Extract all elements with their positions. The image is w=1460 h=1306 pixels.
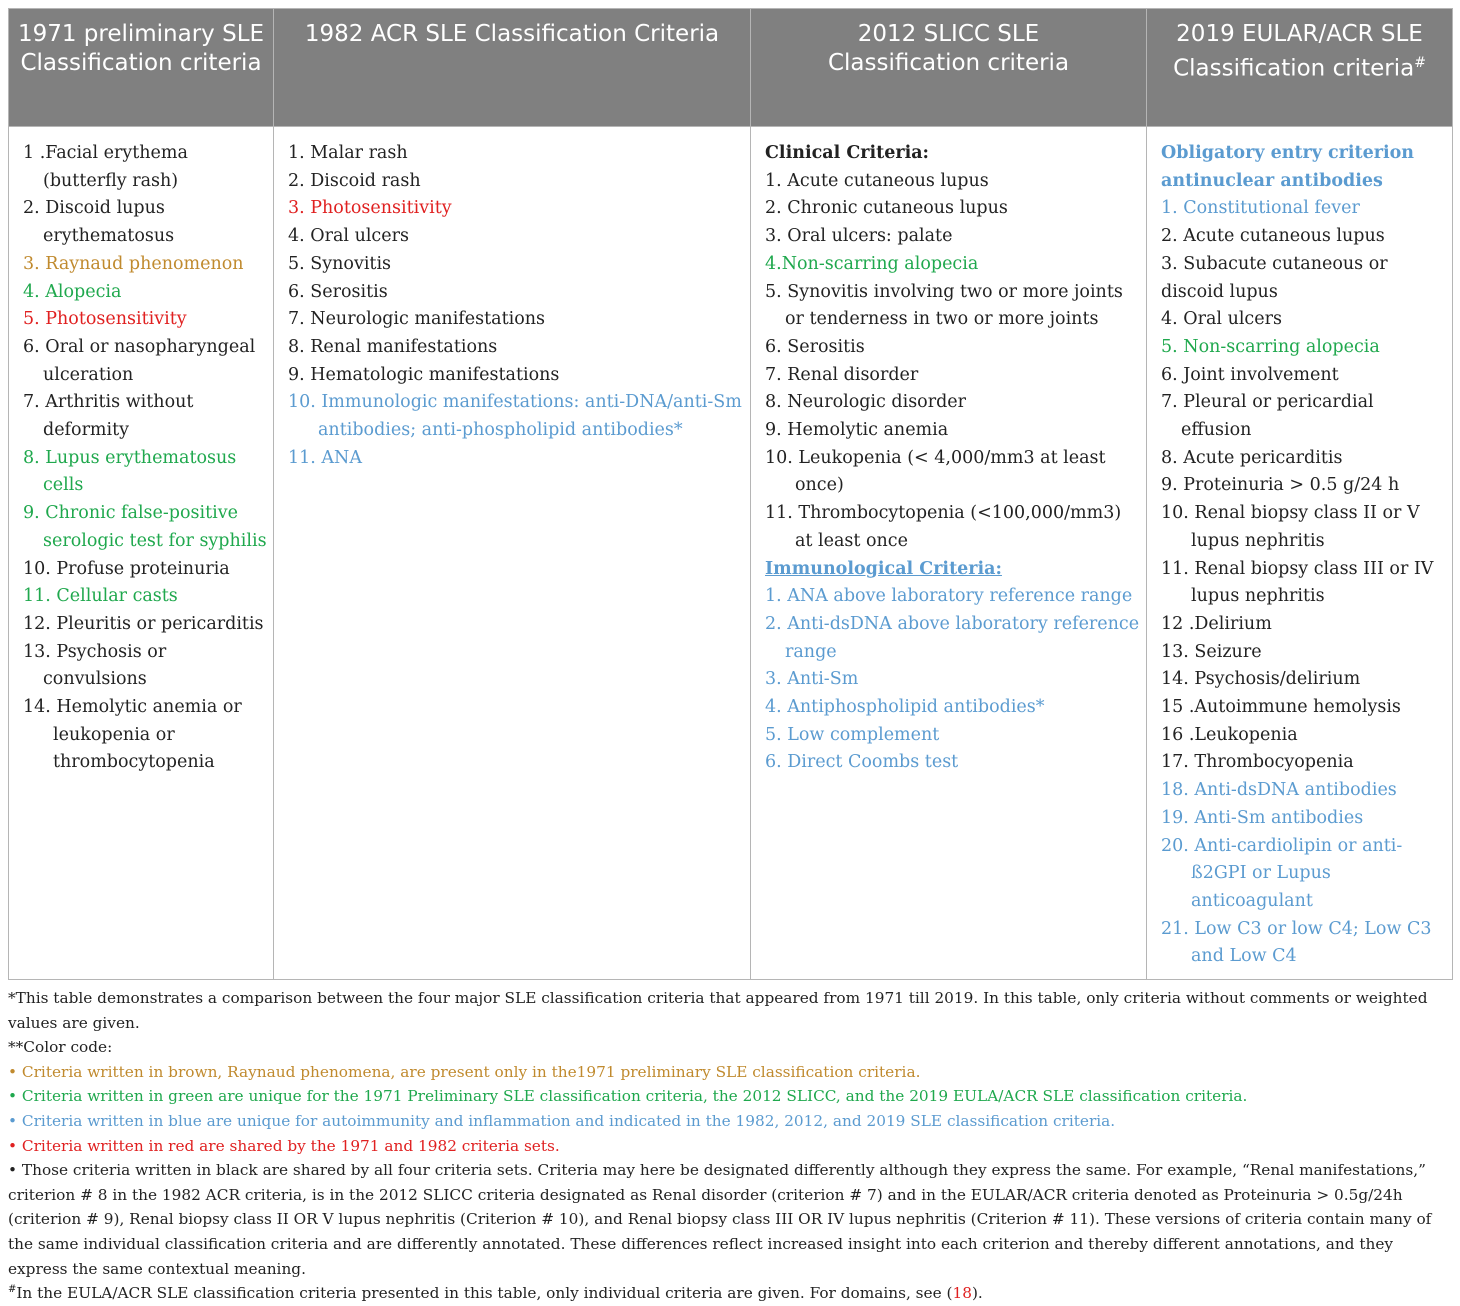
- bullet: •: [8, 1087, 18, 1106]
- header-footnote-mark: #: [1414, 55, 1426, 71]
- criterion-item: 17. Thrombocyopenia: [1161, 752, 1354, 773]
- color-note-green: [8, 1084, 1452, 1109]
- criterion-item: 2. Acute cutaneous lupus: [1161, 226, 1385, 247]
- criterion-item: 8. Lupus erythematosus cells: [23, 447, 237, 496]
- criterion-item: 2. Anti-dsDNA above laboratory reference range: [765, 613, 1140, 662]
- color-note-blue: [8, 1109, 1452, 1134]
- criterion-item: 4.Non-scarring alopecia: [765, 253, 979, 274]
- header-row: [9, 9, 1453, 127]
- header-2019: 2019 EULAR/ACR SLE Classification criteria#: [1147, 9, 1453, 127]
- bullet: •: [8, 1062, 18, 1081]
- criteria-heading: Clinical Criteria:: [765, 143, 930, 163]
- color-note-text: Those criteria written in black are shared by all four criteria sets. Criteria may here be designated differently although they express the same. For example, “Renal manifestations,” criterion # 8 in the 1982 ACR criteria, is in the 2012 SLICC criteria designated as Renal disorder (criterion # 7) and in the EULAR/ACR criteria denoted as Proteinuria > 0.5g/24h (criterion # 9), Renal biopsy class II OR V lupus nephritis (Criterion # 10), and Renal biopsy class III OR IV lupus nephritis (Criterion # 11). These versions of criteria contain many of the same individual classification criteria and are differently annotated. These differences reflect increased insight into each criterion and thereby different annotations, and they express the same contextual meaning.: [8, 1161, 1432, 1278]
- column-1982: [274, 127, 751, 980]
- criterion-item: 5. Low complement: [765, 724, 940, 745]
- criterion-item: 9. Proteinuria > 0.5 g/24 h: [1161, 475, 1400, 496]
- criterion-item: 4. Alopecia: [23, 281, 122, 302]
- bullet: •: [8, 1136, 18, 1155]
- color-note-red: [8, 1134, 1452, 1159]
- criterion-item: 12 .Delirium: [1161, 613, 1272, 634]
- criterion-item: 10. Leukopenia (< 4,000/mm3 at least once): [765, 447, 1106, 496]
- criterion-item: 4. Antiphospholipid antibodies*: [765, 697, 1045, 718]
- criterion-item: 8. Acute pericarditis: [1161, 447, 1343, 468]
- criterion-item: 6. Serositis: [765, 336, 865, 357]
- criterion-item: 19. Anti-Sm antibodies: [1161, 807, 1364, 828]
- document-page: [8, 8, 1452, 1306]
- criterion-item: 11. Renal biopsy class III or IV lupus nephritis: [1161, 558, 1434, 607]
- criteria-heading: Immunological Criteria:: [765, 558, 1002, 579]
- criterion-item: 2. Discoid rash: [288, 170, 421, 191]
- criterion-item: 5. Non-scarring alopecia: [1161, 336, 1380, 357]
- color-note-text: Criteria written in green are unique for the 1971 Preliminary SLE classification criteria, the 2012 SLICC, and the 2019 EULA/ACR SLE classification criteria.: [21, 1087, 1248, 1106]
- criterion-item: 6. Direct Coombs test: [765, 752, 959, 773]
- bullet: •: [8, 1161, 18, 1180]
- note-color-code-label: **Color code:: [8, 1038, 113, 1057]
- table-notes: [8, 986, 1452, 1306]
- criterion-item: 2. Discoid lupus erythematosus: [23, 198, 175, 247]
- header-1971: 1971 preliminary SLE Classification criteria: [9, 9, 274, 127]
- column-2019: [1147, 127, 1453, 980]
- color-note-black: [8, 1158, 1452, 1281]
- criterion-item: 8. Renal manifestations: [288, 336, 498, 357]
- criterion-item: 1. ANA above laboratory reference range: [765, 586, 1133, 607]
- criterion-item: 4. Oral ulcers: [288, 226, 409, 247]
- criterion-item: 1. Acute cutaneous lupus: [765, 170, 989, 191]
- criterion-item: 3. Oral ulcers: palate: [765, 226, 953, 247]
- criterion-item: 3. Subacute cutaneous or discoid lupus: [1161, 253, 1388, 302]
- criterion-item: 7. Neurologic manifestations: [288, 309, 545, 330]
- reference-link-18[interactable]: 18: [952, 1284, 972, 1303]
- criterion-item: 20. Anti-cardiolipin or anti-ß2GPI or Lupus anticoagulant: [1161, 835, 1403, 911]
- criterion-item: 10. Renal biopsy class II or V lupus nephritis: [1161, 503, 1420, 551]
- criteria-table: [8, 8, 1453, 980]
- criterion-item: 21. Low C3 or low C4; Low C3 and Low C4: [1161, 918, 1432, 967]
- criterion-item: 13. Psychosis or convulsions: [23, 641, 167, 690]
- color-note-text: Criteria written in blue are unique for autoimmunity and inflammation and indicated in the 1982, 2012, and 2019 SLE classification criteria.: [21, 1112, 1116, 1131]
- criterion-item: 7. Renal disorder: [765, 364, 919, 385]
- criteria-heading: Obligatory entry criterion antinuclear antibodies: [1161, 143, 1415, 191]
- criterion-item: 11. ANA: [288, 447, 362, 468]
- criterion-item: 11. Thrombocytopenia (<100,000/mm3) at least once: [765, 503, 1122, 551]
- header-2012: 2012 SLICC SLE Classification criteria: [751, 9, 1147, 127]
- criterion-item: 10. Profuse proteinuria: [23, 558, 230, 579]
- criterion-item: 9. Chronic false-positive serologic test for syphilis: [23, 503, 267, 551]
- criterion-item: 14. Hemolytic anemia or leukopenia or thrombocytopenia: [23, 697, 242, 773]
- criterion-item: 5. Synovitis involving two or more joints or tenderness in two or more joints: [765, 281, 1123, 330]
- color-note-text: Criteria written in brown, Raynaud phenomena, are present only in the1971 preliminary SLE classification criteria.: [21, 1062, 921, 1081]
- criterion-item: 9. Hemolytic anemia: [765, 420, 949, 441]
- footnote-text: In the EULA/ACR SLE classification criteria presented in this table, only individual criteria are given. For domains, see (: [16, 1284, 953, 1303]
- bullet: •: [8, 1112, 18, 1131]
- criterion-item: 3. Photosensitivity: [288, 198, 452, 219]
- criterion-item: 9. Hematologic manifestations: [288, 364, 560, 385]
- criterion-item: 7. Arthritis without deformity: [23, 392, 194, 441]
- criterion-item: 1 .Facial erythema (butterfly rash): [23, 143, 188, 191]
- column-1971: [9, 127, 274, 980]
- criterion-item: 7. Pleural or pericardial effusion: [1161, 392, 1374, 441]
- criterion-item: 6. Serositis: [288, 281, 388, 302]
- note-footnote: [8, 1281, 1452, 1306]
- criterion-item: 16 .Leukopenia: [1161, 724, 1298, 745]
- criterion-item: 8. Neurologic disorder: [765, 392, 967, 413]
- footnote-end: ).: [971, 1284, 983, 1303]
- criterion-item: 1. Constitutional fever: [1161, 198, 1360, 219]
- note-intro: *This table demonstrates a comparison between the four major SLE classification criteria that appeared from 1971 till 2019. In this table, only criteria without comments or weighted values are given.: [8, 989, 1428, 1032]
- criterion-item: 11. Cellular casts: [23, 586, 178, 607]
- criterion-item: 12. Pleuritis or pericarditis: [23, 613, 264, 634]
- criterion-item: 1. Malar rash: [288, 143, 408, 163]
- column-2012: [751, 127, 1147, 980]
- criteria-row: [9, 127, 1453, 980]
- criterion-item: 13. Seizure: [1161, 641, 1262, 662]
- criterion-item: 2. Chronic cutaneous lupus: [765, 198, 1008, 219]
- criterion-item: 5. Photosensitivity: [23, 309, 187, 330]
- criterion-item: 6. Oral or nasopharyngeal ulceration: [23, 336, 256, 385]
- color-note-text: Criteria written in red are shared by the 1971 and 1982 criteria sets.: [21, 1136, 560, 1155]
- color-code-notes: [8, 1060, 1452, 1281]
- criterion-item: 5. Synovitis: [288, 253, 392, 274]
- criterion-item: 6. Joint involvement: [1161, 364, 1339, 385]
- header-1982: 1982 ACR SLE Classification Criteria: [274, 9, 751, 127]
- criterion-item: 10. Immunologic manifestations: anti-DNA/anti-Sm antibodies; anti-phospholipid antibodies*: [288, 392, 742, 441]
- criterion-item: 18. Anti-dsDNA antibodies: [1161, 780, 1397, 801]
- criterion-item: 14. Psychosis/delirium: [1161, 669, 1361, 690]
- criterion-item: 3. Raynaud phenomenon: [23, 253, 244, 274]
- footnote-mark: #: [8, 1284, 17, 1296]
- criterion-item: 4. Oral ulcers: [1161, 309, 1282, 330]
- color-note-brown: [8, 1060, 1452, 1085]
- criterion-item: 3. Anti-Sm: [765, 669, 859, 690]
- criterion-item: 15 .Autoimmune hemolysis: [1161, 697, 1401, 718]
